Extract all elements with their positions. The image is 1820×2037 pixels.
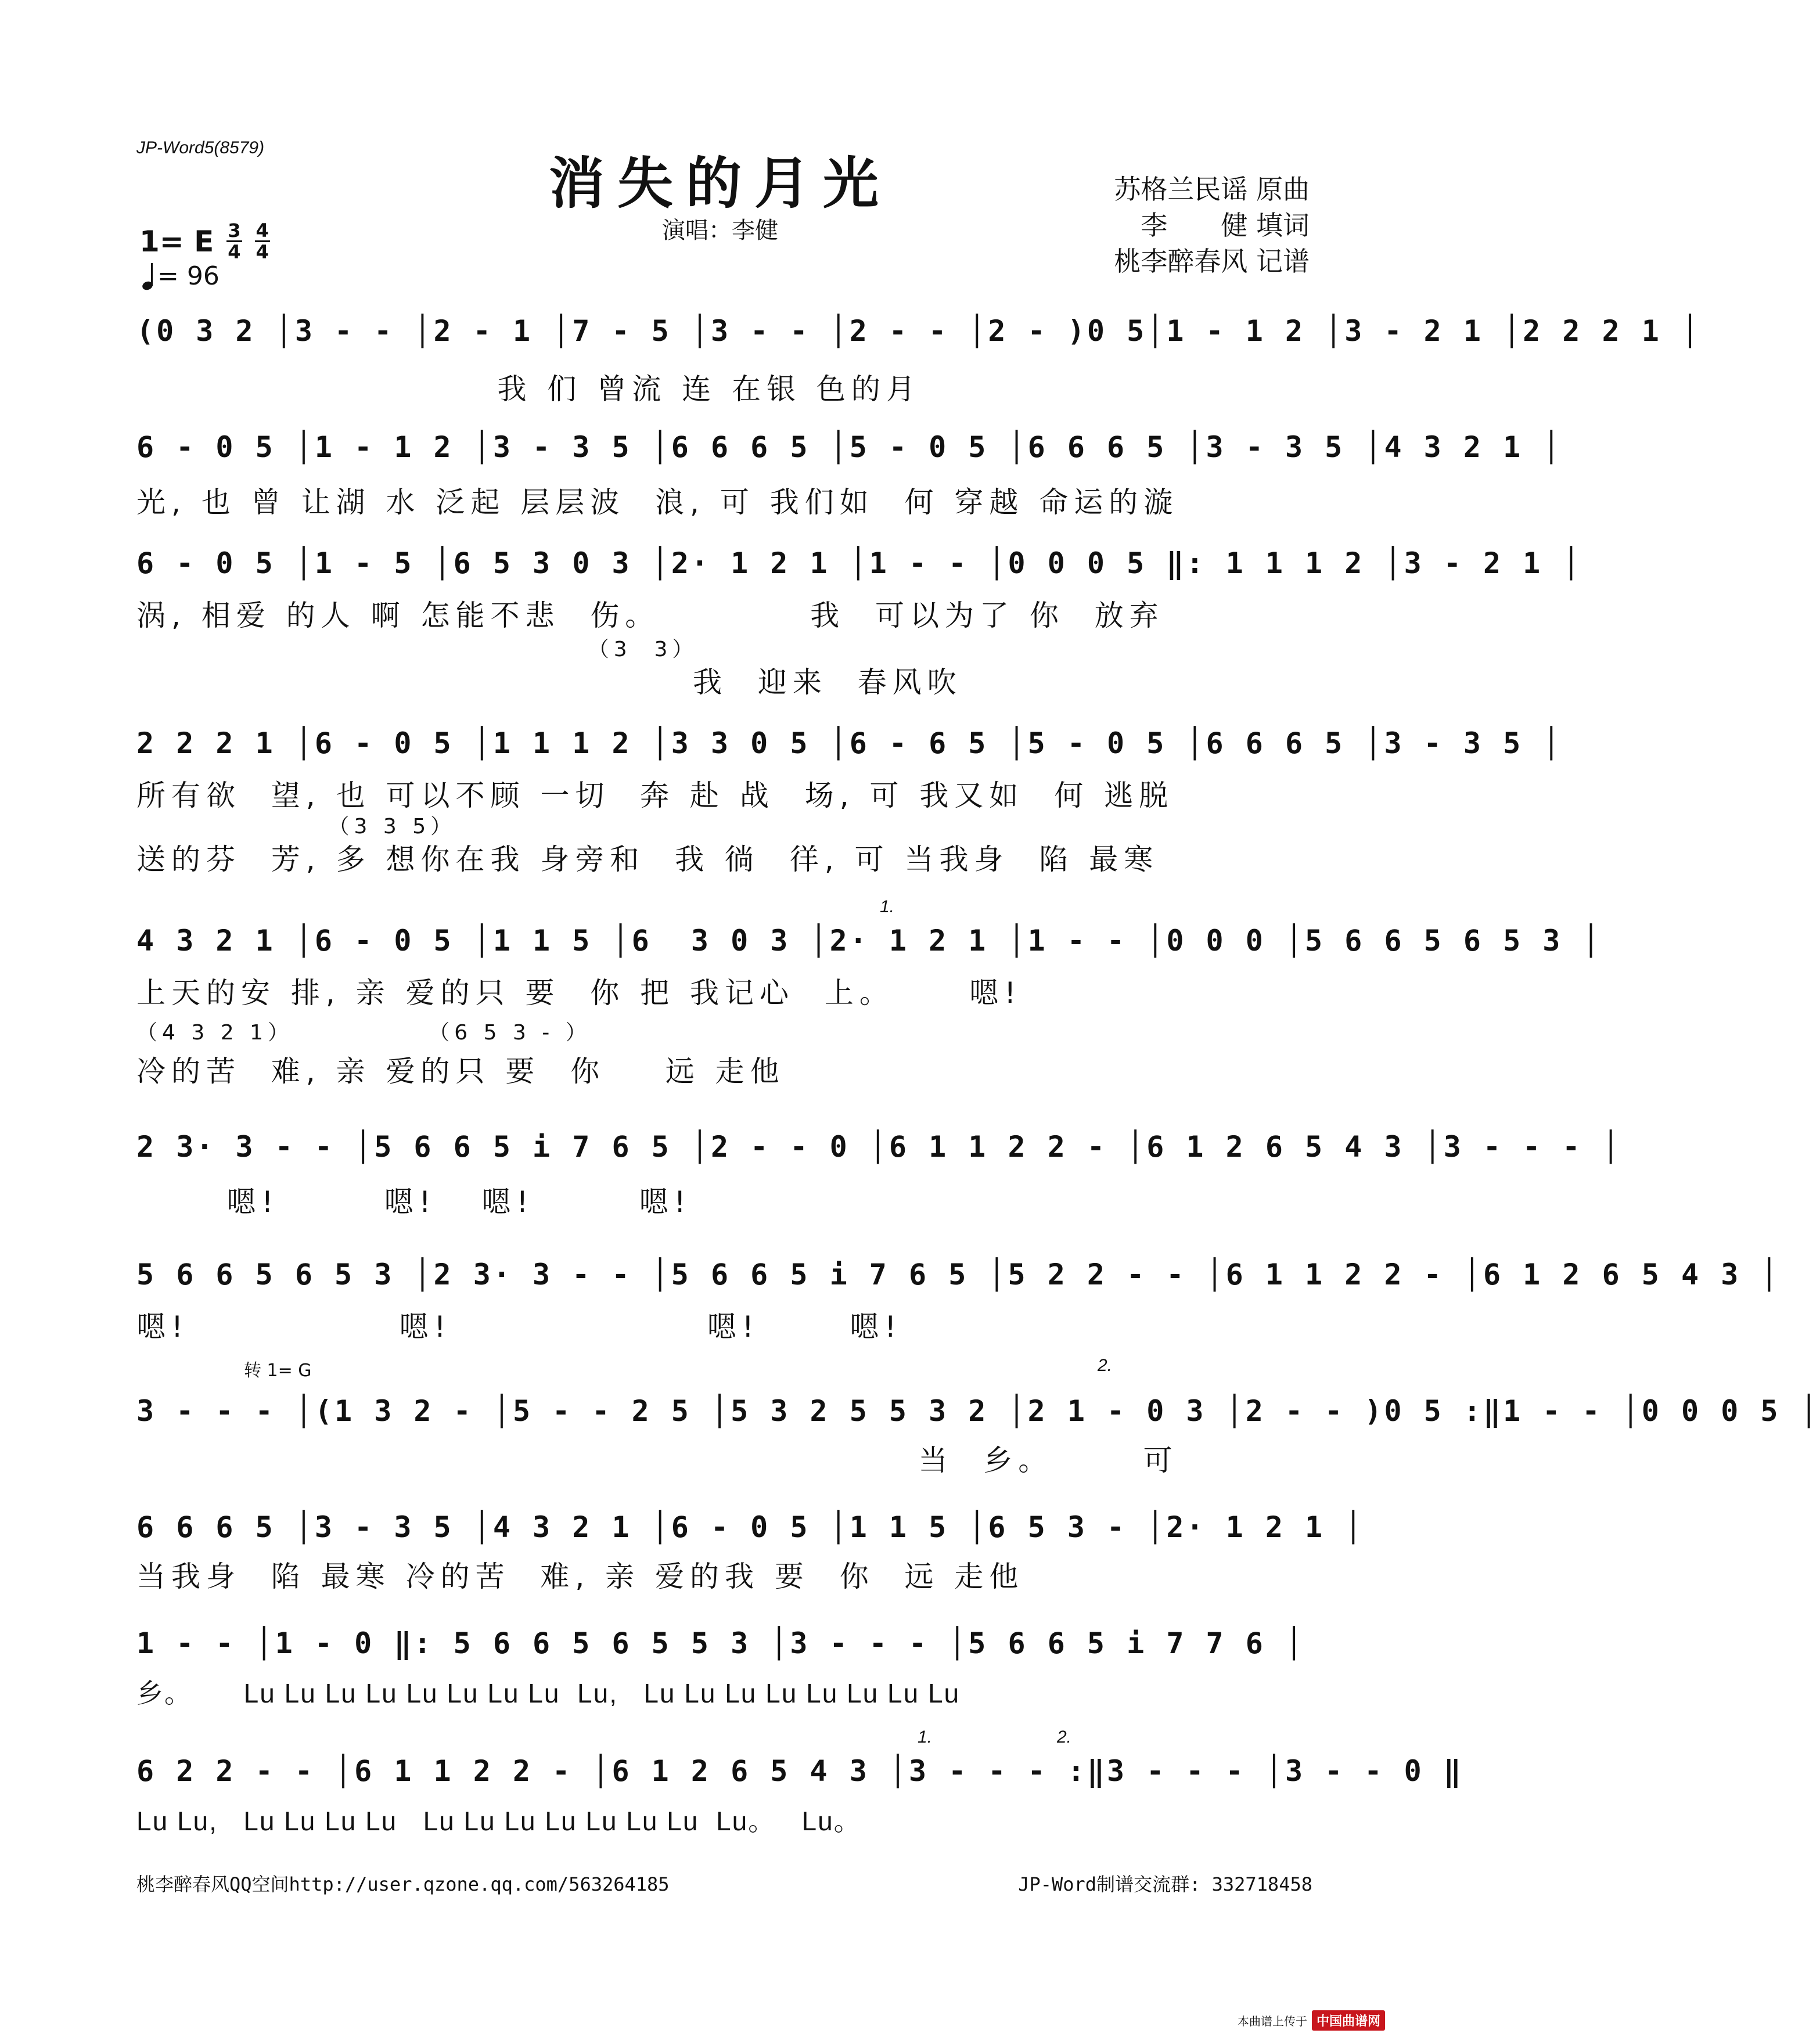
- lyric-line-4: 所有欲 望, 也 可以不顾 一切 奔 赴 战 场, 可 我又如 何 逃脱: [136, 779, 1174, 812]
- key-change-label: 转 1= G: [244, 1361, 312, 1381]
- lyric-line-1: 我 们 曾流 连 在银 色的月: [136, 372, 921, 406]
- upload-source: [1238, 2010, 1385, 2031]
- singer-label: 演唱：李健: [662, 217, 778, 244]
- lyric-alt-notes-5: （4 3 2 1） （6 5 3 - ）: [136, 1021, 591, 1045]
- staff-line-8: 3 - - - │(1 3 2 - │5 - - 2 5 │5 3 2 5 5 3 2 │2 1 - 0 3 │2 - - )0 5 :‖1 - - │0 0 0 5 │: [136, 1394, 1820, 1428]
- staff-line-2: 6 - 0 5 │1 - 1 2 │3 - 3 5 │6 6 6 5 │5 - 0 5 │6 6 6 5 │3 - 3 5 │4 3 2 1 │: [136, 430, 1563, 464]
- credits: [1114, 171, 1310, 279]
- lyric-line-7: 嗯! 嗯! 嗯! 嗯!: [136, 1310, 902, 1344]
- lyric-line-11: Lu Lu, Lu Lu Lu Lu Lu Lu Lu Lu Lu Lu Lu Lu。 Lu。: [136, 1806, 862, 1836]
- tempo-value: = 96: [157, 261, 220, 291]
- tempo-marking: [142, 261, 220, 291]
- lyric-line-5b: 冷的苦 难, 亲 爱的只 要 你 远 走他: [136, 1055, 785, 1088]
- credit-lyricist: 李 健 填词: [1141, 210, 1310, 241]
- volta-marker-4: 2.: [1057, 1728, 1072, 1747]
- lyric-line-9: 当我身 陷 最寒 冷的苦 难, 亲 爱的我 要 你 远 走他: [136, 1560, 1024, 1593]
- staff-line-11: 6 2 2 - - │6 1 1 2 2 - │6 1 2 6 5 4 3 │3 - - - :‖3 - - - │3 - - 0 ‖: [136, 1754, 1463, 1788]
- upload-text: 本曲谱上传于: [1237, 2014, 1307, 2028]
- lyric-line-3b: 我 迎来 春风吹: [136, 665, 962, 699]
- lyric-line-3: 涡, 相爱 的人 啊 怎能不悲 伤。 我 可以为了 你 放弃: [136, 599, 1164, 632]
- lyric-line-4b: 送的芬 芳, 多 想你在我 身旁和 我 徜 徉, 可 当我身 陷 最寒: [136, 843, 1159, 876]
- software-label: JP-Word5(8579): [136, 138, 265, 157]
- staff-line-7: 5 6 6 5 6 5 3 │2 3· 3 - - │5 6 6 5 i 7 6 5 │5 2 2 - - │6 1 1 2 2 - │6 1 2 6 5 4 3 │: [136, 1258, 1781, 1291]
- volta-marker-3: 1.: [918, 1728, 933, 1747]
- staff-line-1: (0 3 2 │3 - - │2 - 1 │7 - 5 │3 - - │2 - - │2 - )0 5│1 - 1 2 │3 - 2 1 │2 2 2 1 │: [136, 314, 1702, 348]
- volta-marker-2: 2.: [1098, 1356, 1113, 1375]
- footer-group-info: JP-Word制谱交流群: 332718458: [1018, 1873, 1312, 1895]
- lyric-line-10: 乡。 Lu Lu Lu Lu Lu Lu Lu Lu Lu, Lu Lu Lu Lu Lu Lu Lu Lu: [136, 1678, 961, 1708]
- footer-qzone-link: 桃李醉春风QQ空间http://user.qzone.qq.com/563264185: [136, 1873, 670, 1895]
- credit-transcriber: 桃李醉春风 记谱: [1114, 246, 1310, 277]
- lyric-alt-notes-3: （3 3）: [136, 638, 698, 661]
- credit-composer: 苏格兰民谣 原曲: [1114, 174, 1310, 205]
- staff-line-10: 1 - - │1 - 0 ‖: 5 6 6 5 6 5 5 3 │3 - - - │5 6 6 5 i 7 7 6 │: [136, 1626, 1305, 1660]
- site-logo: 中国曲谱网: [1312, 2010, 1385, 2031]
- staff-line-4: 2 2 2 1 │6 - 0 5 │1 1 1 2 │3 3 0 5 │6 - 6 5 │5 - 0 5 │6 6 6 5 │3 - 3 5 │: [136, 726, 1563, 760]
- lyric-alt-notes-4: （3 3 5）: [136, 815, 456, 838]
- staff-line-5: 4 3 2 1 │6 - 0 5 │1 1 5 │6 3 0 3 │2· 1 2 1 │1 - - │0 0 0 │5 6 6 5 6 5 3 │: [136, 924, 1602, 958]
- staff-line-6: 2 3· 3 - - │5 6 6 5 i 7 6 5 │2 - - 0 │6 1 1 2 2 - │6 1 2 6 5 4 3 │3 - - - │: [136, 1130, 1622, 1164]
- staff-line-3: 6 - 0 5 │1 - 5 │6 5 3 0 3 │2· 1 2 1 │1 - - │0 0 0 5 ‖: 1 1 1 2 │3 - 2 1 │: [136, 546, 1582, 580]
- time-signature-1: $\frac{3}{4}$: [228, 219, 241, 263]
- key-signature: [139, 221, 270, 262]
- volta-marker-1: 1.: [880, 897, 895, 916]
- quarter-note-icon: [142, 263, 153, 290]
- song-title: 消失的月光: [549, 150, 891, 216]
- lyric-line-2: 光, 也 曾 让湖 水 泛起 层层波 浪, 可 我们如 何 穿越 命运的漩: [136, 485, 1179, 519]
- time-signature-2: $\frac{4}{4}$: [256, 219, 269, 263]
- lyric-line-5: 上天的安 排, 亲 爱的只 要 你 把 我记心 上。 嗯!: [136, 976, 1022, 1010]
- lyric-line-8: 当 乡。 可: [136, 1444, 1178, 1477]
- key-label: 1= E: [139, 224, 214, 258]
- lyric-line-6: 嗯! 嗯! 嗯! 嗯!: [136, 1185, 692, 1219]
- staff-line-9: 6 6 6 5 │3 - 3 5 │4 3 2 1 │6 - 0 5 │1 1 5 │6 5 3 - │2· 1 2 1 │: [136, 1510, 1365, 1544]
